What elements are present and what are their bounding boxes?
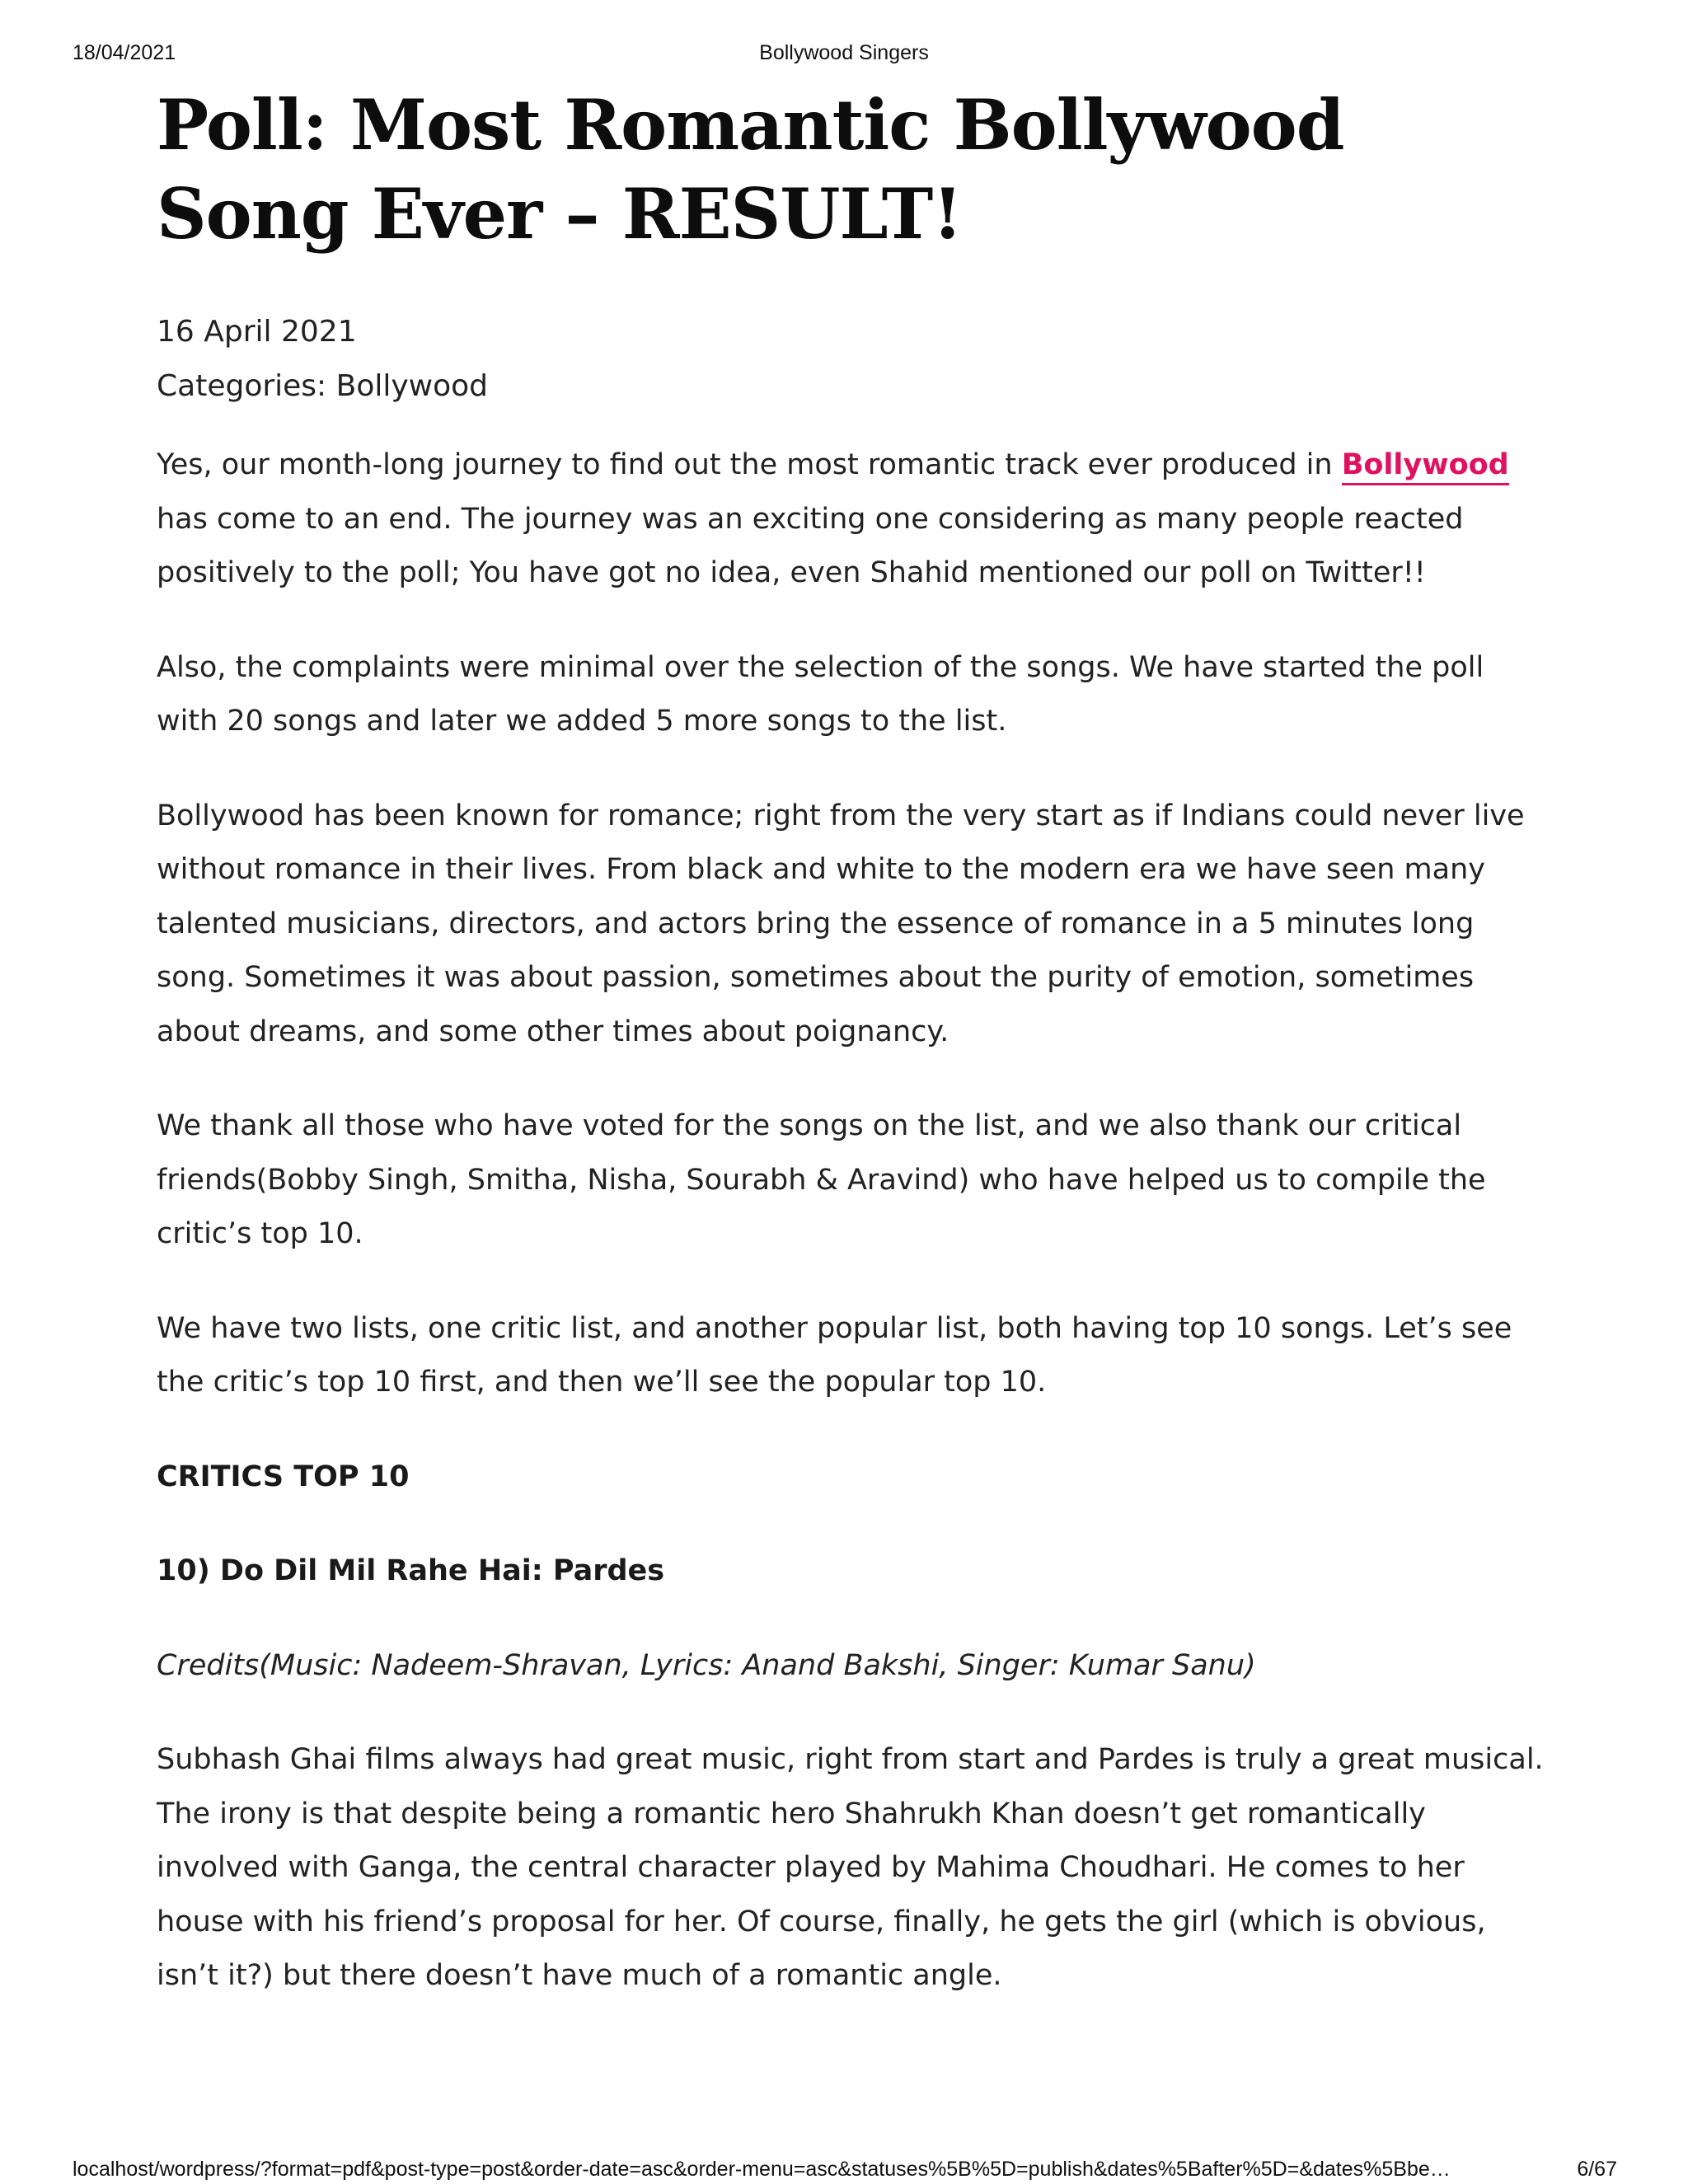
article — [157, 81, 1550, 2044]
print-header — [0, 41, 1688, 68]
bollywood-link[interactable]: Bollywood — [1342, 448, 1509, 485]
post-date: 16 April 2021 — [157, 315, 357, 349]
site-title: Bollywood Singers — [759, 41, 929, 64]
post-meta — [157, 305, 1550, 414]
paragraph-pardes: Subhash Ghai films always had great music, right from start and Pardes is truly a great musical. The irony is that despite being a romantic hero Shahrukh Khan doesn’t get romantically involved with Ganga, the central character played by Mahima Choudhari. He comes to her house with his friend’s proposal for her. Of course, finally, he gets the girl (which is obvious, isn’t it?) but there doesn’t have much of a romantic angle. — [157, 1743, 1544, 1992]
paragraph-intro-end: has come to an end. The journey was an exciting one considering as many people reacted positively to the poll; You have got no idea, even Shahid mentioned our poll on Twitter!! — [157, 502, 1464, 589]
song-heading: 10) Do Dil Mil Rahe Hai: Pardes — [157, 1554, 665, 1587]
page-number: 6/67 — [1577, 2158, 1617, 2181]
paragraph-lists: We have two lists, one critic list, and another popular list, both having top 10 songs. Let’s see the critic’s top 10 first, and then we’ll see the popular top 10. — [157, 1311, 1512, 1399]
print-url: localhost/wordpress/?format=pdf&post-type=post&order-date=asc&order-menu=asc&statuses%5B%5D=publish&dates%5Bafter%5D=&dates%5Bbe… — [73, 2158, 1451, 2181]
print-footer — [0, 2158, 1688, 2184]
paragraph-thanks: We thank all those who have voted for the songs on the list, and we also thank our critical friends(Bobby Singh, Smitha, Nisha, Sourabh & Aravind) who have helped us to compile the critic’s top 10. — [157, 1109, 1486, 1250]
post-content — [157, 438, 1550, 2004]
paragraph-intro-start: Yes, our month-long journey to find out the most romantic track ever produced in — [157, 448, 1342, 481]
paragraph-intro — [157, 438, 1550, 601]
paragraph-romance: Bollywood has been known for romance; right from the very start as if Indians could never live without romance in their lives. From black and white to the modern era we have seen many talented musicians, directors, and actors bring the essence of romance in a 5 minutes long song. Sometimes it was about passion, sometimes about the purity of emotion, sometimes about dreams, and some other times about poignancy. — [157, 799, 1525, 1048]
post-categories: Categories: Bollywood — [157, 369, 488, 403]
paragraph-complaints: Also, the complaints were minimal over the selection of the songs. We have started the poll with 20 songs and later we added 5 more songs to the list. — [157, 650, 1484, 738]
song-credits: Credits(Music: Nadeem-Shravan, Lyrics: Anand Bakshi, Singer: Kumar Sanu) — [157, 1648, 1256, 1682]
print-date: 18/04/2021 — [73, 41, 176, 64]
post-title: Poll: Most Romantic Bollywood Song Ever – RESULT! — [157, 84, 1344, 255]
critics-heading: CRITICS TOP 10 — [157, 1460, 410, 1493]
